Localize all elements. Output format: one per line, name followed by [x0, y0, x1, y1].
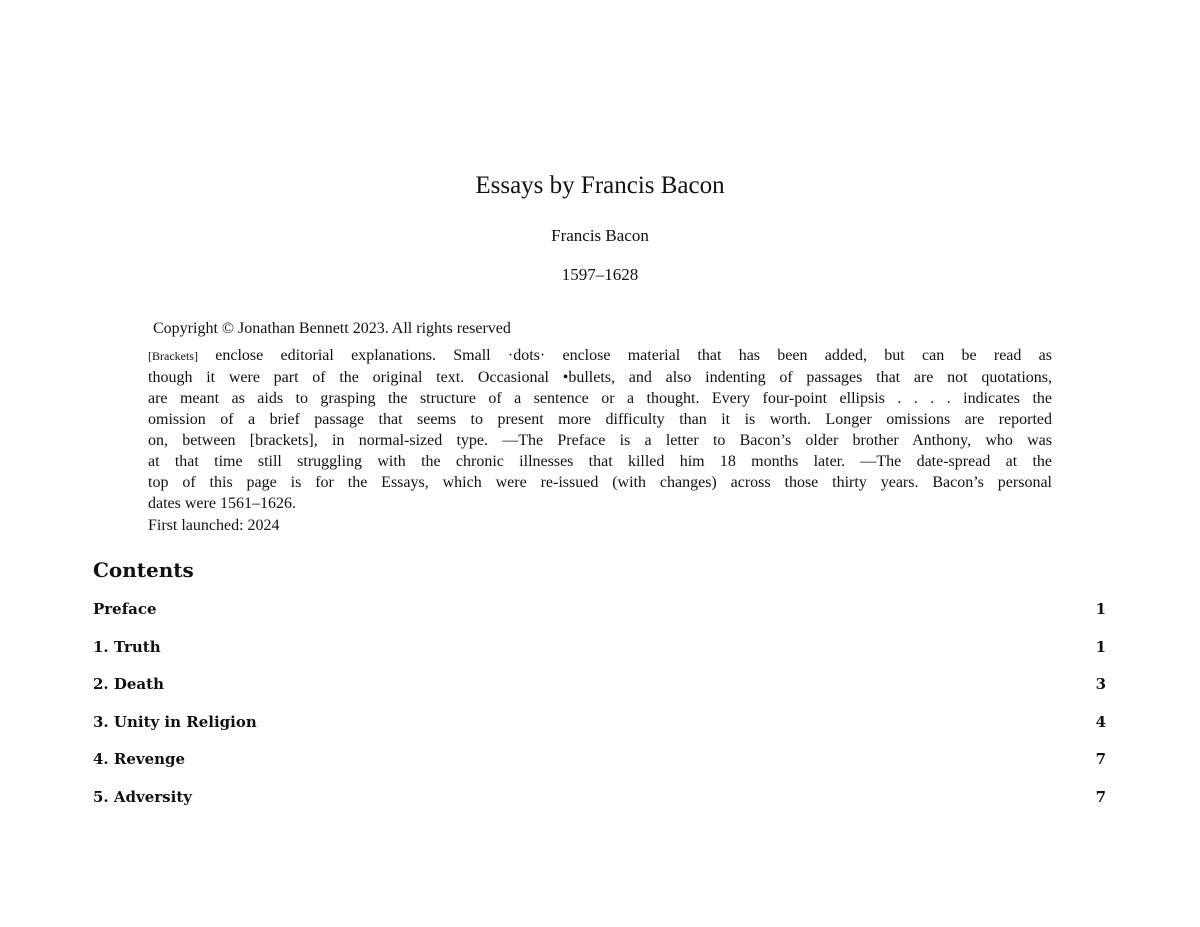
- toc-entry-adversity[interactable]: [93, 788, 1106, 826]
- brackets-label: [Brackets]: [148, 349, 198, 363]
- note-line: on, between [brackets], in normal-sized type. —The Preface is a letter to Bacon’s older brother Anthony, who was: [148, 432, 1052, 449]
- toc-entry-preface[interactable]: [93, 600, 1106, 638]
- note-line: omission of a brief passage that seems to present more difficulty than it is worth. Longer omissions are reported: [148, 411, 1052, 428]
- first-launched: First launched: 2024: [148, 517, 280, 534]
- editorial-note: [148, 345, 1052, 514]
- toc-label[interactable]: 2. Death: [93, 675, 164, 693]
- toc-label[interactable]: 4. Revenge: [93, 750, 186, 768]
- toc-page[interactable]: 3: [1095, 675, 1106, 693]
- toc-label[interactable]: 1. Truth: [93, 637, 161, 656]
- toc-entry-revenge[interactable]: [93, 750, 1106, 788]
- toc-entry-truth[interactable]: [93, 638, 1106, 676]
- note-line: [Brackets] enclose editorial explanations. Small ·dots· enclose material that has been added, but can be read as: [148, 347, 1052, 364]
- toc-entry-unity-in-religion[interactable]: [93, 713, 1106, 751]
- note-line: are meant as aids to grasping the structure of a sentence or a thought. Every four-point ellipsis . . . . indicates the: [148, 390, 1052, 407]
- document-title: Essays by Francis Bacon: [475, 172, 725, 199]
- toc-page[interactable]: 7: [1095, 787, 1106, 806]
- toc-page[interactable]: 1: [1095, 600, 1106, 618]
- note-line: though it were part of the original text. Occasional •bullets, and also indenting of passages that are not quotations,: [148, 369, 1052, 386]
- note-line: at that time still struggling with the chronic illnesses that killed him 18 months later. —The date-spread at the: [148, 453, 1052, 470]
- note-line: top of this page is for the Essays, which were re-issued (with changes) across those thirty years. Bacon’s personal: [148, 474, 1052, 491]
- author: Francis Bacon: [551, 226, 649, 245]
- toc-page[interactable]: 4: [1095, 712, 1106, 731]
- copyright: Copyright © Jonathan Bennett 2023. All rights reserved: [153, 320, 511, 337]
- toc-page[interactable]: 7: [1095, 750, 1106, 768]
- contents-heading: Contents: [93, 558, 194, 582]
- toc-page[interactable]: 1: [1095, 637, 1106, 656]
- toc-label[interactable]: 5. Adversity: [93, 787, 192, 806]
- date-range: 1597–1628: [561, 265, 639, 284]
- toc-label[interactable]: Preface: [93, 600, 157, 618]
- table-of-contents: [93, 600, 1106, 825]
- note-line: dates were 1561–1626.: [148, 495, 296, 512]
- toc-entry-death[interactable]: [93, 675, 1106, 713]
- toc-label[interactable]: 3. Unity in Religion: [93, 712, 257, 731]
